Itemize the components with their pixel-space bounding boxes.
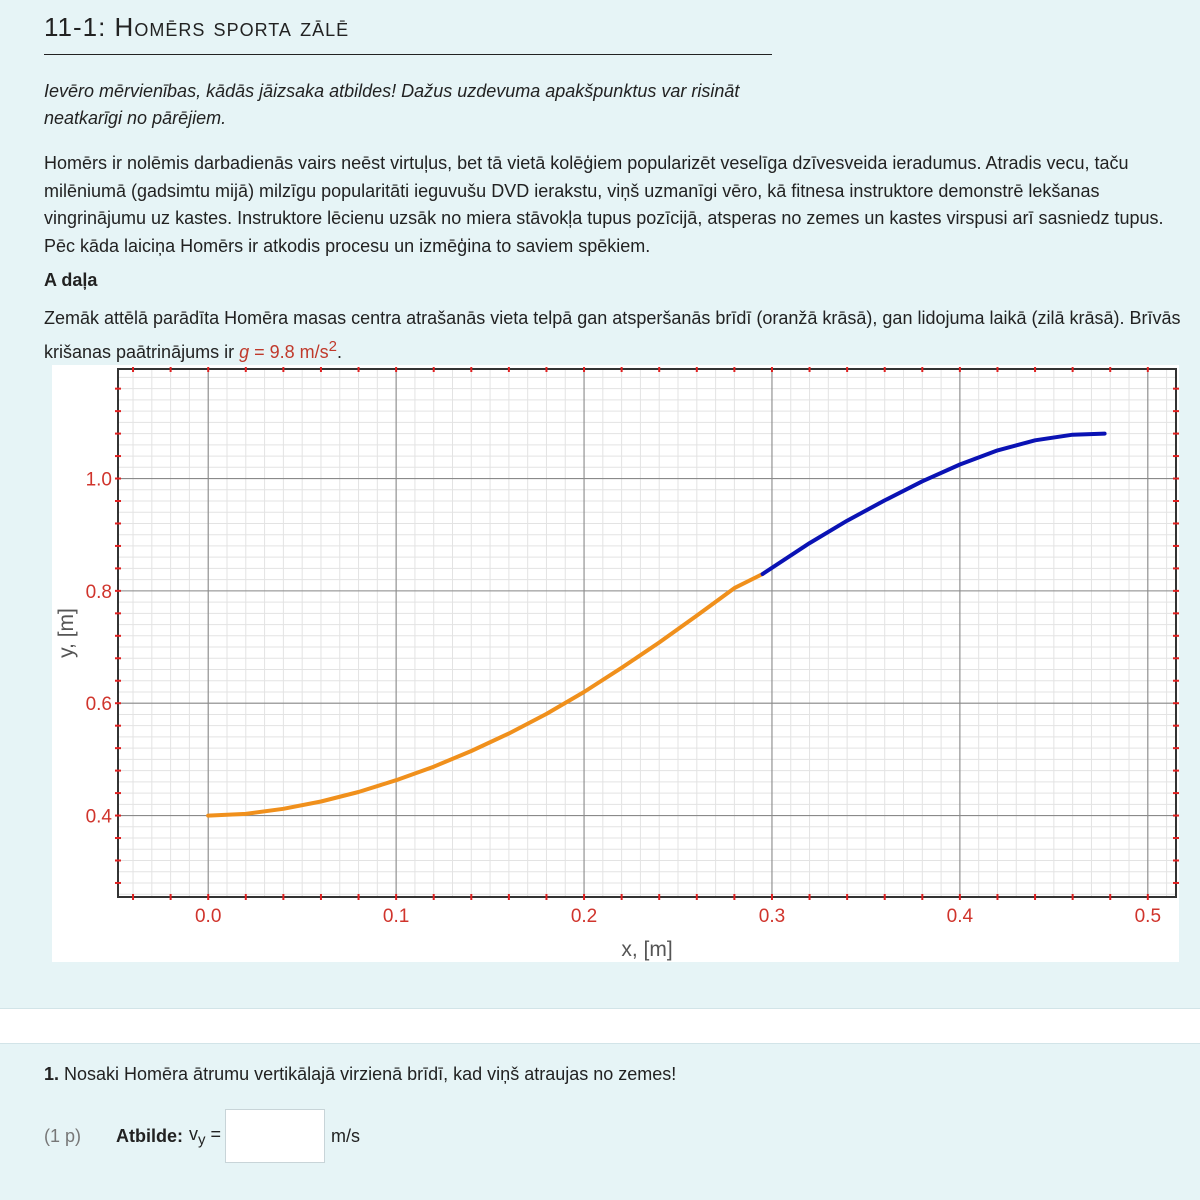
answer-var-v: v: [189, 1123, 198, 1144]
x-tick-label: 0.1: [382, 906, 410, 927]
figure-description-end: .: [336, 341, 342, 362]
question-number: 1.: [44, 1064, 60, 1084]
answer-variable: [189, 1124, 221, 1149]
x-tick-label: 0.3: [758, 906, 786, 927]
g-formula: [239, 337, 337, 362]
question-text: Nosaki Homēra ātrumu vertikālajā virzienā brīdī, kad viņš atraujas no zemes!: [59, 1064, 677, 1084]
x-tick-label: 0.0: [194, 906, 222, 927]
chart-container: [52, 365, 1179, 962]
answer-unit: m/s: [331, 1125, 361, 1146]
x-axis-label: x, [m]: [621, 938, 673, 961]
y-tick-label: 0.8: [85, 581, 112, 603]
part-a-heading: A daļa: [44, 270, 98, 290]
x-tick-label: 0.2: [570, 906, 598, 927]
g-value: = 9.8 m/s: [249, 341, 329, 362]
trajectory-chart: [52, 365, 1179, 962]
answer-input[interactable]: [225, 1109, 325, 1163]
y-tick-label: 0.4: [85, 806, 112, 828]
page-title: 11-1: Homērs sporta zālē: [44, 12, 350, 42]
section-divider: [0, 1008, 1200, 1044]
question-1: [44, 1064, 676, 1085]
figure-description: [44, 305, 1194, 366]
intro-story: Homērs ir nolēmis darbadienās vairs neēst virtuļus, bet tā vietā kolēģiem popularizēt veselīga dzīvesveida ieradumus. Atradis vecu, taču milēniumā (gadsimtu mijā) milzīgu popularitāti ieguvušu DVD ierakstu, viņš uzmanīgi vēro, kā fitnesa instruktore demonstrē lekšanas vingrinājumu uz kastes. Instruktore lēcienu uzsāk no miera stāvokļa tupus pozīcijā, atsperas no zemes un kastes virspusi arī sasniedz tupus. Pēc kāda laiciņa Homērs ir atkodis procesu un izmēģina to saviem spēkiem.: [44, 153, 1164, 256]
g-exponent: 2: [328, 337, 337, 355]
answer-var-sub: y: [198, 1131, 206, 1149]
y-tick-label: 1.0: [85, 469, 112, 491]
y-axis-label: y, [m]: [55, 608, 78, 658]
answer-equals: =: [205, 1123, 222, 1144]
points-label: (1 p): [44, 1125, 82, 1146]
x-tick-label: 0.5: [1134, 906, 1162, 927]
g-symbol: g: [239, 341, 250, 362]
answer-label: Atbilde:: [116, 1125, 183, 1146]
y-tick-label: 0.6: [85, 694, 112, 716]
plot-area: [118, 369, 1176, 897]
intro-note: Ievēro mērvienības, kādās jāizsaka atbildes! Dažus uzdevuma apakšpunktus var risināt neatkarīgi no pārējiem.: [44, 81, 740, 128]
title-rule: [44, 54, 772, 55]
x-tick-label: 0.4: [946, 906, 974, 927]
answer-row: [44, 1108, 360, 1164]
figure-description-text: Zemāk attēlā parādīta Homēra masas centra atrašanās vieta telpā gan atsperšanās brīdī (oranžā krāsā), gan lidojuma laikā (zilā krāsā). Brīvās krišanas paātrinājums ir: [44, 308, 1181, 362]
